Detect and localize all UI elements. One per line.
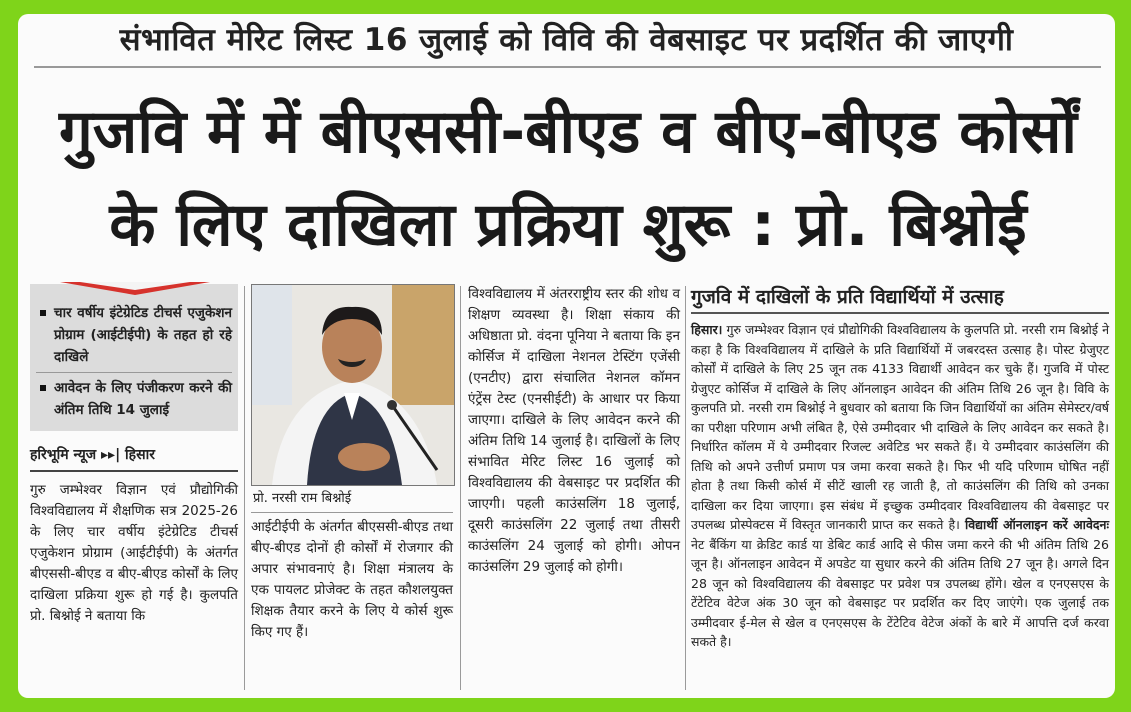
kicker-divider <box>34 66 1101 68</box>
article-body-col1: गुरु जम्भेश्वर विज्ञान एवं प्रौद्योगिकी विश्वविद्यालय में शैक्षणिक सत्र 2025-26 के लिए चार वर्षीय इंटेग्रेटिड टीचर्स एजुकेशन प्रोग्राम (आईटीईपी) के अंतर्गत बीएससी-बीएड व बीए-बीएड कोर्सों के लिए दाखिला प्रक्रिया शुरू हो गई है। कुलपति प्रो. बिश्नोई ने बताया कि <box>30 482 238 624</box>
newspaper-clipping <box>18 14 1115 698</box>
kicker-headline: संभावित मेरिट लिस्ट 16 जुलाई को विवि की वेबसाइट पर प्रदर्शित की जाएगी <box>119 22 1014 58</box>
side-story-subhead: विद्यार्थी ऑनलाइन करें आवेदनः <box>964 517 1110 532</box>
highlight-item: आवेदन के लिए पंजीकरण करने की अंतिम तिथि 14 जुलाई <box>36 373 232 425</box>
highlight-item: चार वर्षीय इंटेग्रेटिड टीचर्स एजुकेशन प्रोग्राम (आईटीईपी) के तहत हो रहे दाखिले <box>36 298 232 373</box>
column-divider <box>460 286 461 690</box>
dateline: हरिभूमि न्यूज ▸▸| हिसार <box>30 445 238 472</box>
side-story <box>691 284 1109 652</box>
column-3 <box>468 284 680 578</box>
red-arrow-decoration <box>60 282 210 296</box>
main-headline-line-1: गुजवि में में बीएससी-बीएड व बीए-बीएड कोर्सों <box>59 97 1077 167</box>
side-story-body: हिसार। गुरु जम्भेश्वर विज्ञान एवं प्रौद्योगिकी विश्वविद्यालय के कुलपति प्रो. नरसी राम बिश्नोई ने कहा है कि विश्वविद्यालय में दाखिले के प्रति विद्यार्थियों में जबरदस्त उत्साह है। पोस्ट ग्रेजुएट कोर्सों में दाखिले के लिए 25 जून तक 4133 विद्यार्थी आवेदन कर चुके हैं। गुजवि में पोस्ट ग्रेजुएट कोर्सिज में दाखिले के लिए ऑनलाइन आवेदन की अंतिम तिथि 26 जून है। विवि के कुलपति प्रो. नरसी राम बिश्नोई ने बुधवार को बताया कि जिन विद्यार्थियों का अंतिम सेमेस्टर/वर्ष का परीक्षा परिणाम अभी लंबित है, ऐसे उम्मीदवार भी दाखिले के लिए आवेदन कर सकते है। निर्धारित कॉलम में ये उम्मीदवार रिजल्ट अवेटिड भर सकते हैं। ये उम्मीदवार काउंसलिंग की तिथि को अपने उत्तीर्ण प्रमाण पत्र जमा करवा सकते है। फिर भी यदि परिणाम घोषित नहीं होता है तथा किसी कोर्स में सीटें खाली रह जाती है, तो काउंसलिंग की तिथि को उनका दाखिला कर दिया जाएगा। इस संबंध में इच्छुक उम्मीदवार विश्वविद्यालय की वेबसाइट पर उपलब्ध प्रोस्पेक्टस में विस्तृत जानकारी प्राप्त कर सकते है। विद्यार्थी ऑनलाइन करें आवेदनः नेट बैंकिंग या क्रेडिट कार्ड या डेबिट कार्ड आदि से फीस जमा करने की भी अंतिम तिथि 26 जून है। ऑनलाइन आवेदन में अपडेट या सुधार करने की अंतिम तिथि 27 जून है। अगले दिन 28 जून को विश्वविद्यालय की वेबसाइट पर प्रवेश पत्र उपलब्ध होंगे। खेल व एनएसएस के टेंटेटिव वेटेज अंक 30 जून को वेबसाइट पर प्रदर्शित कर दिए जाएंगे। एक जुलाई तक उम्मीदवार ई-मेल से खेल व एनएसएस के टेंटेटिव वेटेज अंकों के बारे में आपत्ति दर्ज करवा सकते है। <box>691 322 1110 649</box>
portrait-photo <box>251 284 455 486</box>
article-body-col2: आईटीईपी के अंतर्गत बीएससी-बीएड तथा बीए-बीएड दोनों ही कोर्सों में रोजगार की अपार संभावनाएं है। शिक्षा मंत्रालय के एक पायलट प्रोजेक्ट के तहत कौशलयुक्त शिक्षक तैयार करने के लिए ये कोर्स शुरू किए गए हैं। <box>251 519 453 640</box>
highlights-box <box>30 284 238 431</box>
bullet-icon <box>40 385 46 391</box>
column-2 <box>251 284 453 643</box>
article-body-col3: विश्वविद्यालय में अंतरराष्ट्रीय स्तर की शोध व शिक्षण व्यवस्था है। शिक्षा संकाय की अधिष्ठाता प्रो. वंदना पूनिया ने बताया कि इन कोर्सिज में दाखिला नेशनल टेस्टिंग एजेंसी (एनटीए) द्वारा संचालित नेशनल कॉमन एंट्रेंस टेस्ट (एनसीईटी) के आधार पर किया जाएगा। दाखिले के लिए आवेदन करने की अंतिम तिथि 14 जुलाई है। दाखिलों के लिए संभावित मेरिट लिस्ट 16 जुलाई को विश्वविद्यालय की वेबसाइट पर प्रदर्शित की जाएगी। पहली काउंसलिंग 18 जुलाई, दूसरी काउंसलिंग 22 जुलाई तथा तीसरी काउंसलिंग 24 जुलाई को होगी। ओपन काउंसलिंग 29 जुलाई को होगी। <box>468 286 680 575</box>
main-headline-line-2: के लिए दाखिला प्रक्रिया शुरू : प्रो. बिश्नोई <box>109 190 1027 260</box>
person-portrait-icon <box>252 285 454 485</box>
side-story-heading: गुजवि में दाखिलों के प्रति विद्यार्थियों में उत्साह <box>691 284 1109 314</box>
photo-caption: प्रो. नरसी राम बिश्नोई <box>251 486 453 513</box>
column-1 <box>30 284 238 627</box>
column-divider <box>244 286 245 690</box>
column-divider <box>685 286 686 690</box>
bullet-icon <box>40 310 46 316</box>
side-story-lead: हिसार। <box>691 322 723 337</box>
